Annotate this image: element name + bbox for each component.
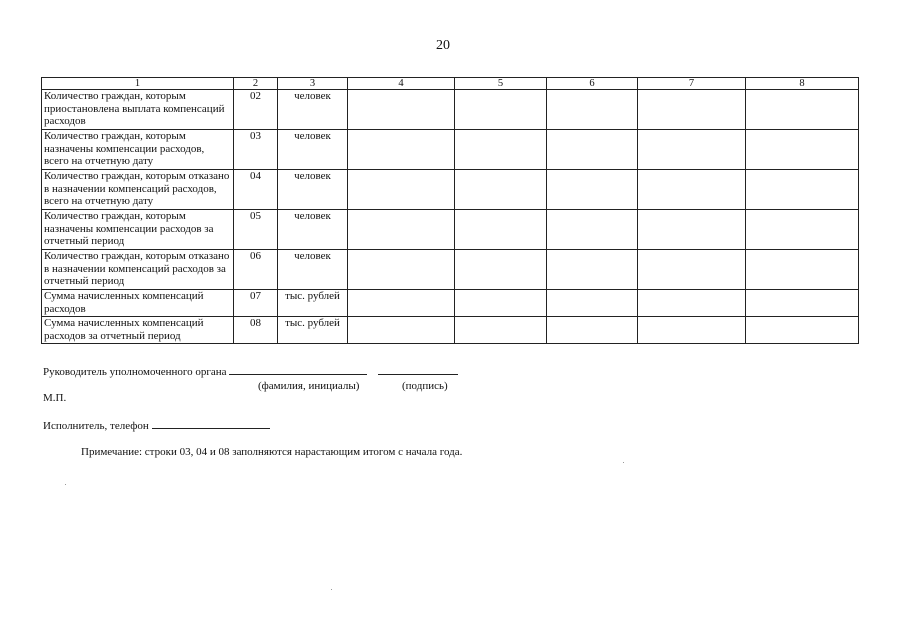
value-cell[interactable] <box>348 317 455 344</box>
column-header-7: 7 <box>638 78 746 90</box>
scan-speck <box>623 462 624 463</box>
row-name: Сумма начисленных компенсаций расходов за отчетный период <box>42 317 234 344</box>
head-signature-blank[interactable] <box>378 374 458 375</box>
table-row <box>42 210 859 250</box>
page-number: 20 <box>436 38 450 53</box>
column-header-6: 6 <box>547 78 638 90</box>
value-cell[interactable] <box>746 317 859 344</box>
row-unit: человек <box>278 170 348 210</box>
report-table <box>41 77 859 344</box>
header-row <box>42 78 859 90</box>
row-code: 08 <box>234 317 278 344</box>
row-unit: человек <box>278 90 348 130</box>
value-cell[interactable] <box>638 250 746 290</box>
row-unit: человек <box>278 250 348 290</box>
value-cell[interactable] <box>455 317 547 344</box>
row-name: Количество граждан, которым приостановлена выплата компенсаций расходов <box>42 90 234 130</box>
value-cell[interactable] <box>455 290 547 317</box>
value-cell[interactable] <box>348 90 455 130</box>
value-cell[interactable] <box>547 90 638 130</box>
column-header-3: 3 <box>278 78 348 90</box>
row-code: 02 <box>234 90 278 130</box>
row-name: Количество граждан, которым назначены компенсации расходов за отчетный период <box>42 210 234 250</box>
value-cell[interactable] <box>547 290 638 317</box>
executor-line <box>43 420 270 432</box>
row-unit: тыс. рублей <box>278 317 348 344</box>
value-cell[interactable] <box>638 317 746 344</box>
value-cell[interactable] <box>455 210 547 250</box>
value-cell[interactable] <box>746 250 859 290</box>
row-code: 04 <box>234 170 278 210</box>
table-row <box>42 90 859 130</box>
row-code: 05 <box>234 210 278 250</box>
row-name: Сумма начисленных компенсаций расходов <box>42 290 234 317</box>
scan-speck <box>65 484 66 485</box>
table-row <box>42 317 859 344</box>
row-unit: человек <box>278 130 348 170</box>
seal-label: М.П. <box>43 392 67 404</box>
value-cell[interactable] <box>455 250 547 290</box>
row-code: 07 <box>234 290 278 317</box>
value-cell[interactable] <box>348 290 455 317</box>
table-row <box>42 130 859 170</box>
value-cell[interactable] <box>638 170 746 210</box>
value-cell[interactable] <box>746 170 859 210</box>
value-cell[interactable] <box>547 317 638 344</box>
name-caption: (фамилия, инициалы) <box>258 380 360 392</box>
value-cell[interactable] <box>746 90 859 130</box>
table-row <box>42 290 859 317</box>
head-signature-line <box>43 366 458 378</box>
column-header-4: 4 <box>348 78 455 90</box>
value-cell[interactable] <box>638 90 746 130</box>
value-cell[interactable] <box>746 210 859 250</box>
column-header-5: 5 <box>455 78 547 90</box>
row-unit: человек <box>278 210 348 250</box>
value-cell[interactable] <box>547 250 638 290</box>
column-header-2: 2 <box>234 78 278 90</box>
value-cell[interactable] <box>746 130 859 170</box>
note: Примечание: строки 03, 04 и 08 заполняются нарастающим итогом с начала года. <box>81 446 463 458</box>
value-cell[interactable] <box>348 130 455 170</box>
value-cell[interactable] <box>547 210 638 250</box>
executor-label: Исполнитель, телефон <box>43 420 149 432</box>
head-name-blank[interactable] <box>229 374 367 375</box>
scan-speck <box>331 589 332 590</box>
value-cell[interactable] <box>638 290 746 317</box>
column-header-8: 8 <box>746 78 859 90</box>
head-label: Руководитель уполномоченного органа <box>43 366 227 378</box>
row-name: Количество граждан, которым отказано в назначении компенсаций расходов, всего на отчетную дату <box>42 170 234 210</box>
value-cell[interactable] <box>348 170 455 210</box>
signature-caption: (подпись) <box>402 380 448 392</box>
column-header-1: 1 <box>42 78 234 90</box>
value-cell[interactable] <box>455 130 547 170</box>
value-cell[interactable] <box>638 130 746 170</box>
value-cell[interactable] <box>547 170 638 210</box>
row-unit: тыс. рублей <box>278 290 348 317</box>
row-code: 03 <box>234 130 278 170</box>
value-cell[interactable] <box>638 210 746 250</box>
value-cell[interactable] <box>348 210 455 250</box>
row-code: 06 <box>234 250 278 290</box>
row-name: Количество граждан, которым назначены компенсации расходов, всего на отчетную дату <box>42 130 234 170</box>
value-cell[interactable] <box>348 250 455 290</box>
table-row <box>42 170 859 210</box>
value-cell[interactable] <box>746 290 859 317</box>
value-cell[interactable] <box>455 170 547 210</box>
value-cell[interactable] <box>455 90 547 130</box>
table-row <box>42 250 859 290</box>
value-cell[interactable] <box>547 130 638 170</box>
row-name: Количество граждан, которым отказано в назначении компенсаций расходов за отчетный период <box>42 250 234 290</box>
executor-blank[interactable] <box>152 428 270 429</box>
